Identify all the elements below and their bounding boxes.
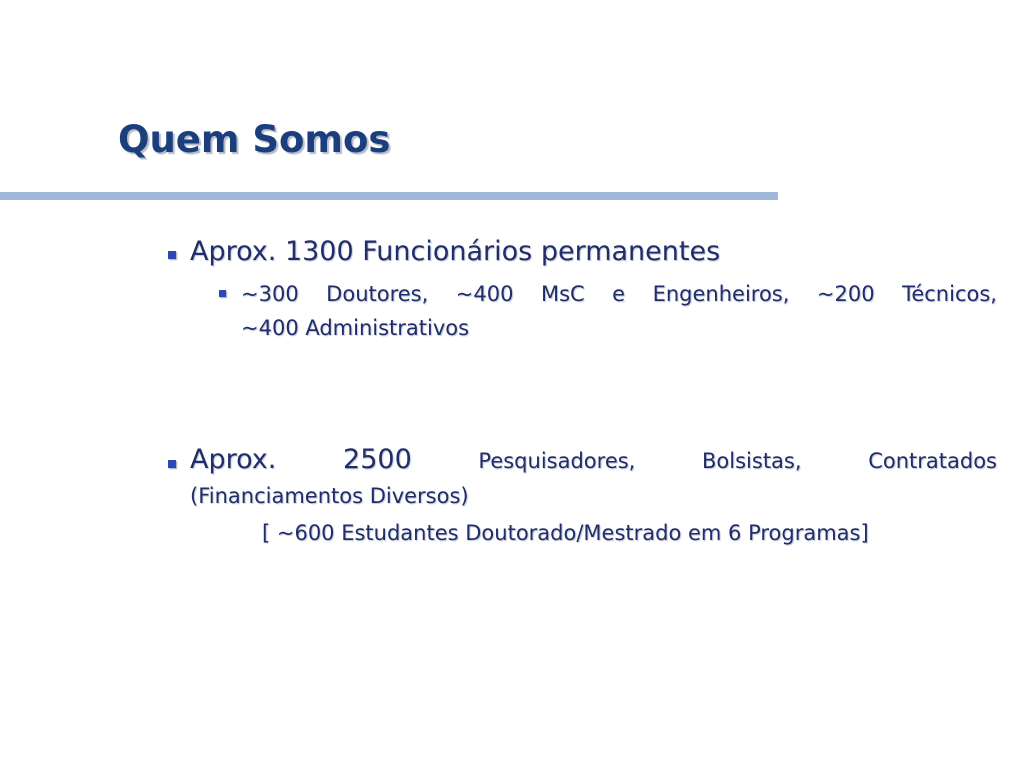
slide-title: Quem Somos: [118, 118, 391, 161]
bullet-2-line2: (Financiamentos Diversos): [190, 484, 469, 508]
word: Técnicos,: [902, 282, 997, 306]
bullet-icon: [168, 251, 176, 259]
bullet-1-text: Aprox. 1300 Funcionários permanentes: [190, 236, 721, 267]
word: Pesquisadores,: [478, 449, 636, 473]
sub-bullet-1-line2: ~400 Administrativos: [241, 316, 470, 340]
title-divider: [0, 192, 778, 200]
word: Doutores,: [326, 282, 429, 306]
word: Contratados: [868, 449, 997, 473]
word: ~200: [816, 282, 875, 306]
word: Bolsistas,: [702, 449, 802, 473]
word: ~300: [241, 282, 299, 306]
bullet-icon: [168, 460, 176, 468]
word: Engenheiros,: [652, 282, 790, 306]
bullet-2-line1: [190, 444, 997, 475]
sub-bullet-icon: [219, 290, 226, 297]
word: Aprox.: [190, 444, 277, 475]
word: 2500: [343, 444, 412, 475]
word: MsC: [540, 282, 585, 306]
word: ~400: [455, 282, 514, 306]
word: e: [612, 282, 626, 306]
sub-bullet-1-line1: [241, 282, 997, 306]
bullet-2-note: [ ~600 Estudantes Doutorado/Mestrado em 6 Programas]: [262, 521, 869, 545]
